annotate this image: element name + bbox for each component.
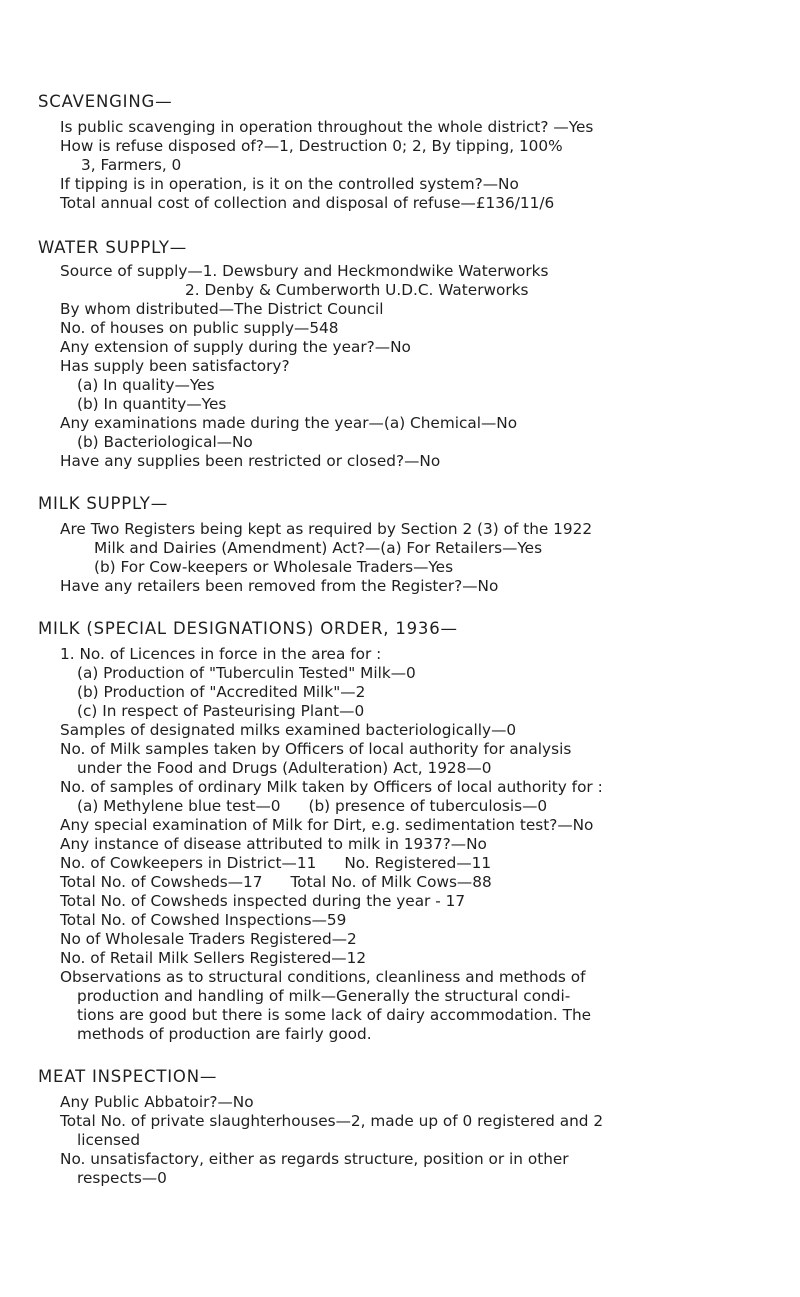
cowsheds-count: Total No. of Cowsheds—17 <box>60 873 263 891</box>
milk-special-line: 1. No. of Licences in force in the area for : <box>60 645 382 663</box>
milk-special-line <box>77 797 547 815</box>
milk-supply-line: Are Two Registers being kept as required by Section 2 (3) of the 1922 <box>60 520 593 538</box>
milk-supply-heading: MILK SUPPLY— <box>38 494 168 513</box>
water-supply-line: Any extension of supply during the year?—No <box>60 338 411 356</box>
meat-inspection-line: respects—0 <box>77 1169 167 1187</box>
milk-supply-line: Have any retailers been removed from the Register?—No <box>60 577 499 595</box>
meat-inspection-line: Total No. of private slaughterhouses—2, made up of 0 registered and 2 <box>60 1112 604 1130</box>
water-supply-line: Any examinations made during the year—(a) Chemical—No <box>60 414 518 432</box>
scavenging-heading: SCAVENGING— <box>38 92 173 111</box>
cowkeepers-count: No. of Cowkeepers in District—11 <box>60 854 317 872</box>
scavenging-line: 3, Farmers, 0 <box>81 156 182 174</box>
milk-special-line <box>60 873 492 891</box>
tuberculosis-test: (b) presence of tuberculosis—0 <box>308 797 548 815</box>
milk-special-line: (c) In respect of Pasteurising Plant—0 <box>77 702 365 720</box>
water-supply-line: By whom distributed—The District Council <box>60 300 384 318</box>
milk-special-line: Observations as to structural conditions, cleanliness and methods of <box>60 968 586 986</box>
meat-inspection-line: No. unsatisfactory, either as regards structure, position or in other <box>60 1150 569 1168</box>
meat-inspection-heading: MEAT INSPECTION— <box>38 1067 218 1086</box>
scavenging-line: How is refuse disposed of?—1, Destruction 0; 2, By tipping, 100% <box>60 137 563 155</box>
milk-special-line: (b) Production of "Accredited Milk"—2 <box>77 683 366 701</box>
water-supply-line: (a) In quality—Yes <box>77 376 215 394</box>
methylene-test: (a) Methylene blue test—0 <box>77 797 281 815</box>
milk-special-line: Any instance of disease attributed to milk in 1937?—No <box>60 835 487 853</box>
milk-special-line: No of Wholesale Traders Registered—2 <box>60 930 357 948</box>
milk-special-line: No. of samples of ordinary Milk taken by Officers of local authority for : <box>60 778 603 796</box>
water-supply-line: Has supply been satisfactory? <box>60 357 290 375</box>
milk-special-line: under the Food and Drugs (Adulteration) Act, 1928—0 <box>77 759 492 777</box>
milk-special-line: No. of Milk samples taken by Officers of local authority for analysis <box>60 740 572 758</box>
milk-supply-line: Milk and Dairies (Amendment) Act?—(a) For Retailers—Yes <box>94 539 543 557</box>
milk-special-line: production and handling of milk—Generally the structural condi- <box>77 987 571 1005</box>
milk-special-heading: MILK (SPECIAL DESIGNATIONS) ORDER, 1936— <box>38 619 458 638</box>
registered-count: No. Registered—11 <box>344 854 492 872</box>
milk-special-line: (a) Production of "Tuberculin Tested" Milk—0 <box>77 664 416 682</box>
scavenging-line: If tipping is in operation, is it on the controlled system?—No <box>60 175 519 193</box>
water-supply-line: 2. Denby & Cumberworth U.D.C. Waterworks <box>185 281 529 299</box>
water-supply-line: (b) Bacteriological—No <box>77 433 253 451</box>
milk-special-line: Samples of designated milks examined bacteriologically—0 <box>60 721 517 739</box>
water-supply-line: (b) In quantity—Yes <box>77 395 227 413</box>
milk-special-line: Total No. of Cowshed Inspections—59 <box>60 911 347 929</box>
meat-inspection-line: licensed <box>77 1131 141 1149</box>
scavenging-line: Total annual cost of collection and disposal of refuse—£136/11/6 <box>60 194 555 212</box>
milk-special-line: Total No. of Cowsheds inspected during the year - 17 <box>60 892 466 910</box>
scavenging-line: Is public scavenging in operation throughout the whole district? —Yes <box>60 118 594 136</box>
water-supply-heading: WATER SUPPLY— <box>38 238 188 257</box>
milk-supply-line: (b) For Cow-keepers or Wholesale Traders—Yes <box>94 558 454 576</box>
milk-special-line <box>60 854 491 872</box>
milk-special-line: No. of Retail Milk Sellers Registered—12 <box>60 949 367 967</box>
milk-special-line: tions are good but there is some lack of dairy accommodation. The <box>77 1006 592 1024</box>
meat-inspection-line: Any Public Abbatoir?—No <box>60 1093 254 1111</box>
water-supply-line: No. of houses on public supply—548 <box>60 319 339 337</box>
milk-special-line: Any special examination of Milk for Dirt, e.g. sedimentation test?—No <box>60 816 594 834</box>
water-supply-line: Have any supplies been restricted or closed?—No <box>60 452 441 470</box>
milk-special-line: methods of production are fairly good. <box>77 1025 372 1043</box>
milk-cows-count: Total No. of Milk Cows—88 <box>290 873 492 891</box>
water-supply-line: Source of supply—1. Dewsbury and Heckmondwike Waterworks <box>60 262 549 280</box>
